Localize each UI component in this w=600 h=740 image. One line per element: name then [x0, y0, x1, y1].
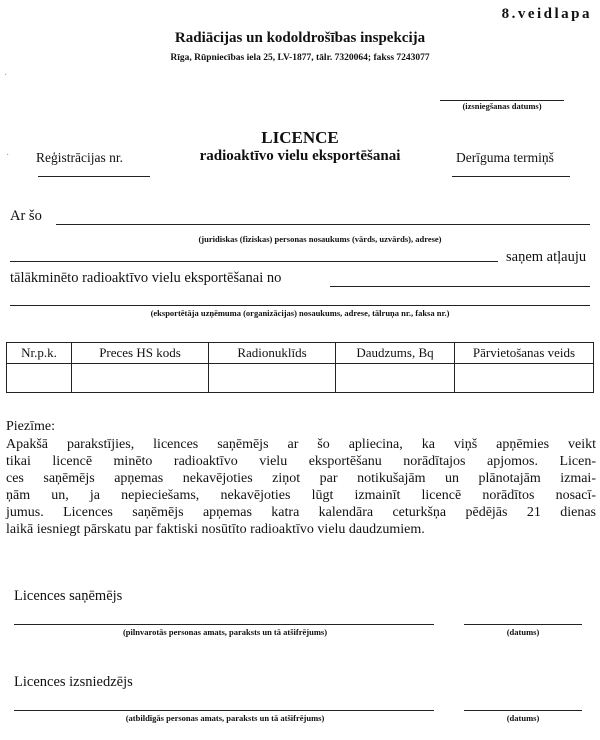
note-line: laikā iesniegt pārskatu par faktiski nosūtīto radioaktīvo vielu daudzumiem. — [6, 522, 425, 537]
column-header-transport-type: Pārvietošanas veids — [455, 343, 594, 364]
column-header-number: Nr.p.k. — [7, 343, 72, 364]
table-cell[interactable] — [336, 364, 455, 393]
note-line: ces saņēmējs apņemas nekavējoties ziņot par notikušajām un plānotajām izmai- — [6, 471, 596, 486]
issue-date-caption: (izsniegšanas datums) — [462, 101, 542, 111]
holder-suffix: saņem atļauju — [506, 249, 587, 265]
registration-label: Reģistrācijas nr. — [36, 150, 123, 165]
table-header-row — [7, 343, 594, 364]
note-body — [6, 436, 596, 538]
license-title: LICENCE — [261, 128, 339, 147]
note-line: Apakšā parakstījies, licences saņēmējs ar šo apliecina, ka viņš apņēmies veikt — [6, 437, 596, 452]
table-cell[interactable] — [455, 364, 594, 393]
column-header-quantity: Daudzums, Bq — [336, 343, 455, 364]
organization-address: Rīga, Rūpniecības iela 25, LV-1877, tālr. 7320064; fakss 7243077 — [170, 53, 430, 63]
column-header-hs-code: Preces HS kods — [72, 343, 209, 364]
table-cell[interactable] — [209, 364, 336, 393]
exporter-field[interactable] — [330, 286, 590, 287]
recipient-date-caption: (datums) — [506, 627, 540, 637]
recipient-date-field[interactable] — [464, 624, 582, 625]
note-heading: Piezīme: — [6, 419, 55, 434]
validity-term-field[interactable] — [452, 176, 570, 177]
note-line: jumus. Licences saņēmējs apņemas katra kalendāra ceturkšņa pēdējās 21 dienas — [6, 505, 596, 520]
table-row — [7, 364, 594, 393]
holder-prefix: Ar šo — [10, 208, 42, 224]
holder-caption: (juridiskas (fiziskas) personas nosaukums (vārds, uzvārds), adrese) — [198, 234, 442, 244]
issuer-label: Licences izsniedzējs — [14, 674, 133, 690]
exporter-field-2[interactable] — [10, 305, 590, 306]
holder-name-field[interactable] — [56, 224, 590, 225]
recipient-label: Licences saņēmējs — [14, 588, 123, 604]
column-header-radionuclide: Radionuklīds — [209, 343, 336, 364]
scan-artifact: · — [6, 150, 10, 161]
issuer-signature-field[interactable] — [14, 710, 434, 711]
holder-address-field[interactable] — [10, 261, 498, 262]
registration-number-field[interactable] — [38, 176, 150, 177]
table-cell[interactable] — [7, 364, 72, 393]
scan-artifact: · — [4, 70, 8, 81]
recipient-caption: (pilnvarotās personas amats, paraksts un tā atšifrējums) — [122, 627, 328, 637]
note-line: ņām un, ja nepieciešams, nekavējoties lūgt izmainīt licencē norādītos nosacī- — [6, 488, 596, 503]
issuer-caption: (atbildīgās personas amats, paraksts un tā atšifrējums) — [125, 713, 325, 723]
export-text: tālākminēto radioaktīvo vielu eksportēšanai no — [10, 270, 282, 286]
license-subtitle: radioaktīvo vielu eksportēšanai — [199, 148, 401, 164]
issuer-date-caption: (datums) — [506, 713, 540, 723]
organization-name: Radiācijas un kodoldrošības inspekcija — [174, 30, 426, 46]
goods-table — [6, 342, 594, 393]
recipient-signature-field[interactable] — [14, 624, 434, 625]
exporter-caption: (eksportētāja uzņēmuma (organizācijas) nosaukums, adrese, tālruņa nr., faksa nr.) — [150, 308, 450, 318]
issuer-date-field[interactable] — [464, 710, 582, 711]
table-cell[interactable] — [72, 364, 209, 393]
form-type-label: 8.veidlapa — [501, 6, 592, 22]
validity-label: Derīguma termiņš — [456, 150, 554, 165]
note-line: tikai licencē minēto radioaktīvo vielu eksportēšanu norādītajos apjomos. Licen- — [6, 454, 596, 469]
